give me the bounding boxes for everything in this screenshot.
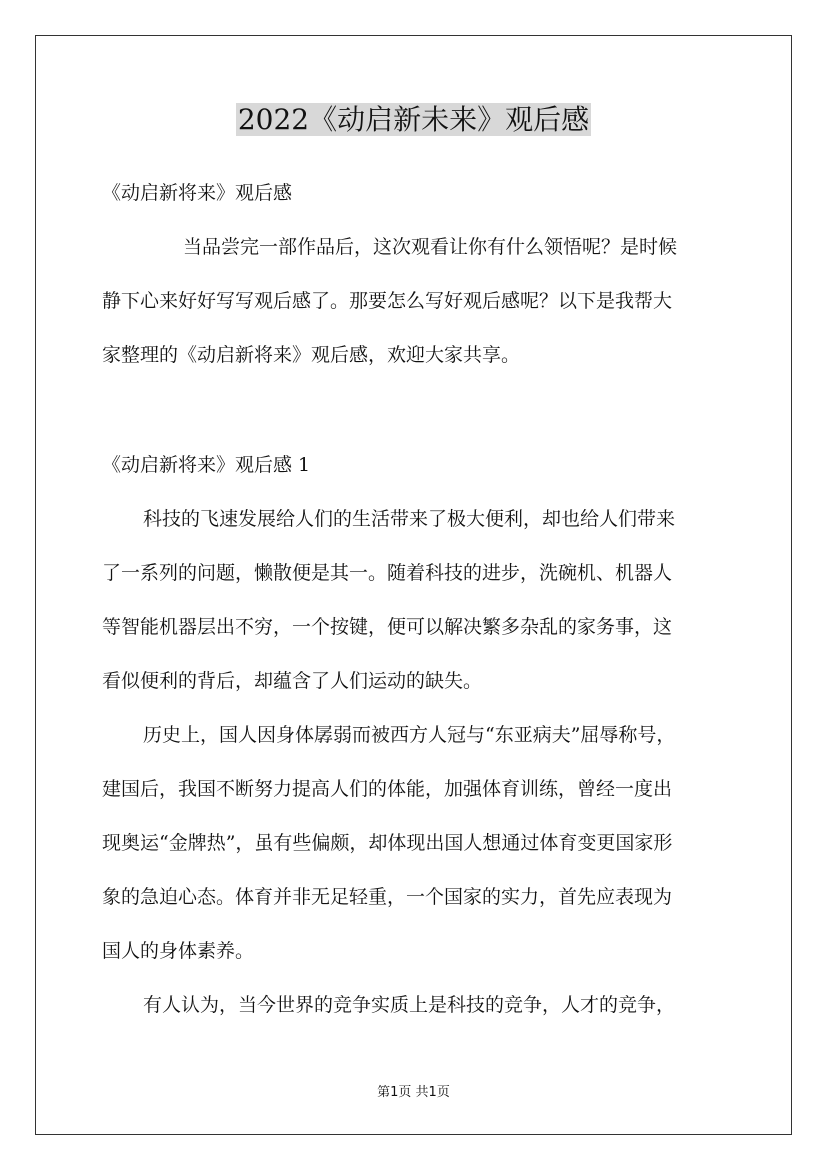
- body-line-5: 历史上，国人因身体孱弱而被西方人冠与“东亚病夫”屈辱称号，: [143, 724, 676, 746]
- body-line-7: 现奥运“金牌热”，虽有些偏颇，却体现出国人想通过体育变更国家形: [102, 832, 673, 854]
- body-line-4: 看似便利的背后，却蕴含了人们运动的缺失。: [102, 670, 483, 692]
- body-line-10: 有人认为，当今世界的竞争实质上是科技的竞争，人才的竞争，: [143, 994, 676, 1016]
- document-subtitle: 《动启新将来》观后感: [102, 182, 293, 204]
- intro-line-1: 当品尝完一部作品后，这次观看让你有什么领悟呢？是时候: [183, 236, 678, 258]
- page-number: 第1页 共1页: [377, 1085, 450, 1100]
- body-line-3: 等智能机器层出不穷，一个按键，便可以解决繁多杂乱的家务事，这: [102, 616, 673, 638]
- body-line-6: 建国后，我国不断努力提高人们的体能，加强体育训练，曾经一度出: [102, 778, 673, 800]
- section-heading: 《动启新将来》观后感 1: [102, 454, 311, 476]
- document-title-text: 2022《动启新未来》观后感: [237, 103, 590, 136]
- body-line-8: 象的急迫心态。体育并非无足轻重，一个国家的实力，首先应表现为: [102, 886, 673, 908]
- body-line-2: 了一系列的问题，懒散便是其一。随着科技的进步，洗碗机、机器人: [102, 562, 673, 584]
- intro-line-3: 家整理的《动启新将来》观后感，欢迎大家共享。: [102, 344, 521, 366]
- body-line-9: 国人的身体素养。: [102, 940, 255, 962]
- document-title: [0, 100, 827, 140]
- intro-line-2: 静下心来好好写写观后感了。那要怎么写好观后感呢？以下是我帮大: [102, 290, 673, 312]
- body-line-1: 科技的飞速发展给人们的生活带来了极大便利，却也给人们带来: [143, 508, 676, 530]
